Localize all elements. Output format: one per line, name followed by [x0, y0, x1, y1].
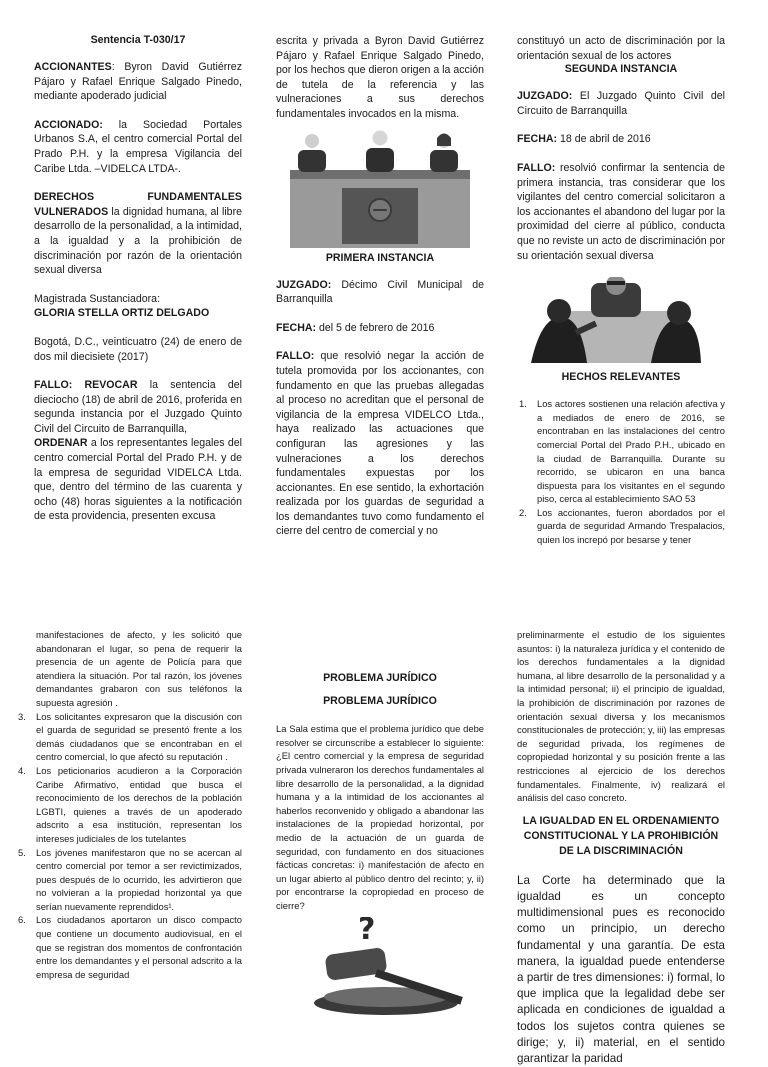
afecto-paragraph: manifestaciones de afecto, y les solicitó que abandonaran el lugar, so pena de requerir la presencia de un agente de Policía para que atendiera la situación. Por tal razón, los jóvenes demandantes grabaron con sus teléfonos la supuesta agresión .	[36, 629, 242, 708]
excusa-paragraph: escrita y privada a Byron David Gutiérrez Pájaro y Rafael Enrique Salgado Pinedo, por los hechos que dieron origen a la acción de tutela de la referencia y las vulneraciones a sus derechos fundamentales invocados en la misma.	[276, 35, 484, 120]
constituyo-paragraph: constituyó un acto de discriminación por la orientación sexual de los actores	[517, 35, 725, 62]
list-item	[16, 846, 242, 914]
p2-col1	[16, 628, 242, 981]
accionantes-paragraph: ACCIONANTES: Byron David Gutiérrez Pájaro y Rafael Enrique Salgado Pinedo, mediante apoderado judicial	[34, 61, 242, 103]
accionado-paragraph: ACCIONADO: la Sociedad Portales Urbanos S.A, el centro comercial Portal del Prado P.H. y la empresa Vigilancia del Caribe Ltda. –VIDELCA LTDA-.	[34, 118, 242, 175]
list-number: 1.	[519, 398, 527, 410]
p1-col2	[276, 34, 484, 539]
p1-col3	[517, 34, 725, 547]
lugar-fecha: Bogotá, D.C., veinticuatro (24) de enero de dos mil diecisiete (2017)	[34, 335, 242, 363]
segunda-juzgado: JUZGADO: El Juzgado Quinto Civil del Circuito de Barranquilla	[517, 90, 725, 117]
list-item	[16, 913, 242, 981]
list-item	[517, 506, 725, 547]
igualdad-text: La Corte ha determinado que la igualdad es un concepto multidimensional pues es reconocido como un principio, un derecho fundamental y una garantía. De esta manera, la igualdad puede entenderse a partir de tres dimensiones: i) formal, lo que implica que la legalidad debe ser aplicada en condiciones de igualdad a todos los sujetos contra quienes se dirige; y, ii) material, en el sentido garantizar la paridad	[517, 873, 725, 1065]
hechos-relevantes-heading: HECHOS RELEVANTES	[561, 371, 681, 384]
list-number: 6.	[18, 914, 26, 926]
hearing-illustration	[531, 277, 701, 363]
court-judges-illustration	[276, 130, 484, 248]
p2-col3	[517, 628, 725, 1067]
p2-col2	[276, 672, 484, 1015]
list-item-text: Los jóvenes manifestaron que no se acercan al centro comercial por temor a ser revictimizados, pues después de lo ocurrido, les advirtieron que no volvieran a la propiedad horizontal ya que serían nuevamente reprendidos¹.	[36, 846, 242, 912]
list-number: 2.	[519, 506, 527, 518]
list-item	[517, 397, 725, 506]
list-number: 4.	[18, 764, 26, 776]
segunda-instancia-heading: SEGUNDA INSTANCIA	[564, 63, 678, 76]
fallo-paragraph: FALLO: REVOCAR la sentencia del dieciocho (18) de abril de 2016, proferida en segunda instancia por el Juzgado Quinto Civil del Circuito de Barranquilla,	[34, 379, 242, 435]
hechos-list-cont	[16, 710, 242, 982]
list-number: 5.	[18, 846, 26, 858]
magistrada-name: GLORIA STELLA ORTIZ DELGADO	[34, 307, 210, 320]
problema-juridico-text: La Sala estima que el problema jurídico que debe resolver se circunscribe a establecer lo siguiente: ¿El centro comercial y la empresa de seguridad privada vulneraron los derechos fundamentales al libre desarrollo de la personalidad, a la dignidad humana y a la intimidad de los accionantes al haberlos reconvenido y obligado a abandonar las instalaciones de la propiedad horizontal, por medio de la actuación de un guarda de seguridad, con fundamento en dos situaciones fácticas concretas: i) manifestación de afecto en un lugar abierto al público dentro del recinto; y, ii) por encontrarse la copropiedad en proceso de cierre?	[276, 723, 484, 911]
list-item	[16, 710, 242, 764]
derechos-paragraph: DERECHOS FUNDAMENTALES VULNERADOS la dignidad humana, al libre desarrollo de la personalidad, a la intimidad, a la igualdad y a la prohibición de discriminación por razón de la orientación sexual diversa	[34, 191, 242, 277]
problema-juridico-heading-repeat: PROBLEMA JURÍDICO	[323, 694, 437, 707]
list-item-text: Los actores sostienen una relación afectiva y a mediados de enero de 2016, se encontraban en las instalaciones del centro comercial Portal del Prado P.H., ubicado en la ciudad de Barranquilla. Durante su recorrido, se ubicaron en una banca dispuesta para los visitantes en el segundo piso, cerca al establecimiento SAO 53	[537, 398, 725, 505]
sentencia-title: Sentencia T-030/17	[90, 34, 186, 46]
ordenar-paragraph: ORDENAR a los representantes legales del centro comercial Portal del Prado P.H. y de la empresa de seguridad VIDELCA Ltda. que, dentro del término de las cuarenta y ocho (48) horas siguientes a la notificación de esta providencia, presenten excusa	[34, 437, 242, 523]
svg-text:?: ?	[358, 916, 376, 947]
p1-col1	[34, 34, 242, 524]
list-item-text: Los accionantes, fueron abordados por el guarda de seguridad Armando Trespalacios, quien los increpó por besarse y tener	[537, 506, 725, 546]
list-item-text: Los ciudadanos aportaron un disco compacto que contiene un documento audiovisual, en el que se registran dos momentos de confrontación entre los demandantes y el personal adscrito a la empresa de seguridad	[36, 914, 242, 980]
primera-fallo: FALLO: que resolvió negar la acción de tutela promovida por los accionantes, con fundamento en que las pruebas allegadas al proceso no acreditan que el personal de vigilancia de la empresa VIDELCO Ltda., haya realizado las actuaciones que configuran las agresiones y las vulneraciones a los derechos fundamentales expuestas por los accionantes. En ese sentido, la exhortación realizada por los guardas de seguridad a los demandantes tuvo como fundamento el cierre del centro de comercial y no	[276, 350, 484, 538]
magistrada-label: Magistrada Sustanciadora:	[34, 292, 161, 305]
segunda-fecha: FECHA: 18 de abril de 2016	[517, 133, 651, 146]
asuntos-paragraph: preliminarmente el estudio de los siguientes asuntos: i) la naturaleza jurídica y el contenido de los derechos fundamentales a la dignidad humana, al libre desarrollo de la personalidad y a la intimidad personal; ii) el principio de igualdad, la prohibición de discriminación por razones de orientación sexual diversa y los mecanismos constitucionales de protección; y, iii) las empresas de seguridad privada, los regímenes de copropiedad horizontal y su posición frente a las restricciones al ejercicio de los derechos fundamentales. Finalmente, iv) realizará el análisis del caso concreto.	[517, 629, 725, 804]
primera-fecha: FECHA: del 5 de febrero de 2016	[276, 321, 435, 334]
list-item	[16, 764, 242, 846]
list-item-text: Los peticionarios acudieron a la Corporación Caribe Afirmativo, entidad que busca el reconocimiento de los derechos de la población LGBTI, quienes a través de un apoderado adscrito a esa institución, representan los intereses judiciales de los tutelantes	[36, 764, 242, 844]
igualdad-heading: LA IGUALDAD EN EL ORDENAMIENTO CONSTITUCIONAL Y LA PROHIBICIÓN DE LA DISCRIMINACIÓN	[522, 814, 720, 857]
primera-instancia-heading: PRIMERA INSTANCIA	[325, 251, 435, 264]
gavel-illustration	[296, 917, 486, 1015]
hechos-list	[517, 397, 725, 547]
primera-juzgado: JUZGADO: Décimo Civil Municipal de Barranquilla	[276, 278, 484, 306]
problema-juridico-heading: PROBLEMA JURÍDICO	[323, 672, 437, 684]
list-item-text: Los solicitantes expresaron que la discusión con el guarda de seguridad se presentó frente a los demás ciudadanos que se encontraban en el centro comercial, lo que afectó su reputación .	[36, 710, 242, 763]
list-number: 3.	[18, 710, 26, 722]
segunda-fallo: FALLO: resolvió confirmar la sentencia de primera instancia, tras considerar que los vigilantes del centro comercial solicitaron a los accionantes el abandono del lugar por la proximidad del cierre al público, conducta que no reviste un acto de discriminación por su orientación sexual diversa	[517, 161, 725, 262]
